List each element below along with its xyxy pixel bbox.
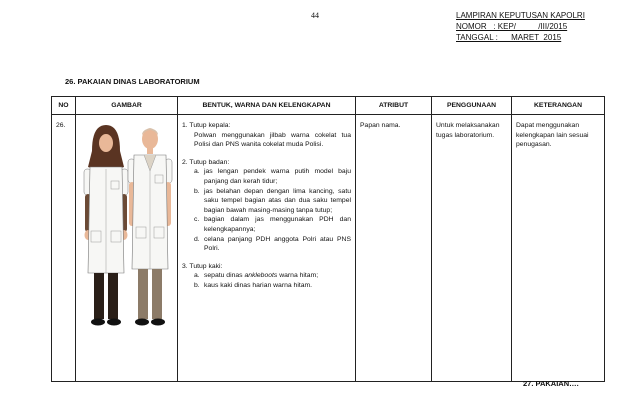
item2-b-label: b. [194,187,200,195]
header-penggunaan: PENGGUNAAN [432,97,512,115]
female-officer-figure [84,125,128,326]
ref-line-1: LAMPIRAN KEPUTUSAN KAPOLRI [456,11,585,20]
item2-c: bagian dalam jas menggunakan PDH dan kelengkapannya; [204,216,351,233]
item2-a: jas lengan pendek warna putih model baju panjang dan kerah tidur; [204,168,351,185]
ref-line-3: TANGGAL : MARET 2015 [456,33,562,42]
ref-line-2: NOMOR : KEP/ /III/2015 [456,22,568,31]
item2-d-label: d. [194,235,200,243]
cell-keterangan: Dapat menggunakan kelengkapan lain sesuai penugasan. [512,115,605,382]
uniform-figures [78,119,175,369]
cell-bentuk [178,115,356,382]
female-face [99,134,113,152]
table-header-row [52,97,605,115]
item3-a-label: a. [194,272,200,280]
header-gambar: GAMBAR [76,97,178,115]
next-page-marker: 27. PAKAIAN…. [523,379,579,388]
header-bentuk: BENTUK, WARNA DAN KELENGKAPAN [178,97,356,115]
item1-text: Polwan menggunakan jilbab warna cokelat tua Polisi dan PNS wanita cokelat muda Polisi. [194,131,351,149]
table-row [52,115,605,382]
male-officer-figure [128,128,172,326]
item2-a-label: a. [194,168,200,176]
item2-b: jas belahan depan dengan lima kancing, satu saku tempel bagian atas dan dua saku tempel bagian bawah masing-masing tanpa tutup; [204,187,351,214]
item3-title: 3. Tutup kaki: [182,262,223,270]
item3-a-post: warna hitam; [277,272,319,280]
item3-a-em: ankleboots [244,272,278,280]
item3-b-label: b. [194,281,200,289]
item2-c-label: c. [194,216,200,224]
item3-a-pre: sepatu dinas [204,272,245,280]
item2-d: celana panjang PDH anggota Polri atau PNS Polri. [204,235,351,253]
uniform-table [51,96,605,382]
item2-title: 2. Tutup badan: [182,158,230,166]
cell-gambar [76,115,178,382]
cell-atribut: Papan nama. [356,115,432,382]
header-keterangan: KETERANGAN [512,97,605,115]
header-no: NO [52,97,76,115]
header-atribut: ATRIBUT [356,97,432,115]
uniform-illustration [78,119,176,369]
cell-penggunaan: Untuk melaksanakan tugas laboratorium. [432,115,512,382]
section-title: 26. PAKAIAN DINAS LABORATORIUM [65,77,200,86]
item3-a [204,271,351,281]
item1-title: 1. Tutup kepala: [182,122,231,129]
reference-block [456,10,585,43]
cell-no: 26. [52,115,76,382]
page-number: 44 [311,11,319,20]
item3-b: kaus kaki dinas harian warna hitam. [204,281,313,289]
